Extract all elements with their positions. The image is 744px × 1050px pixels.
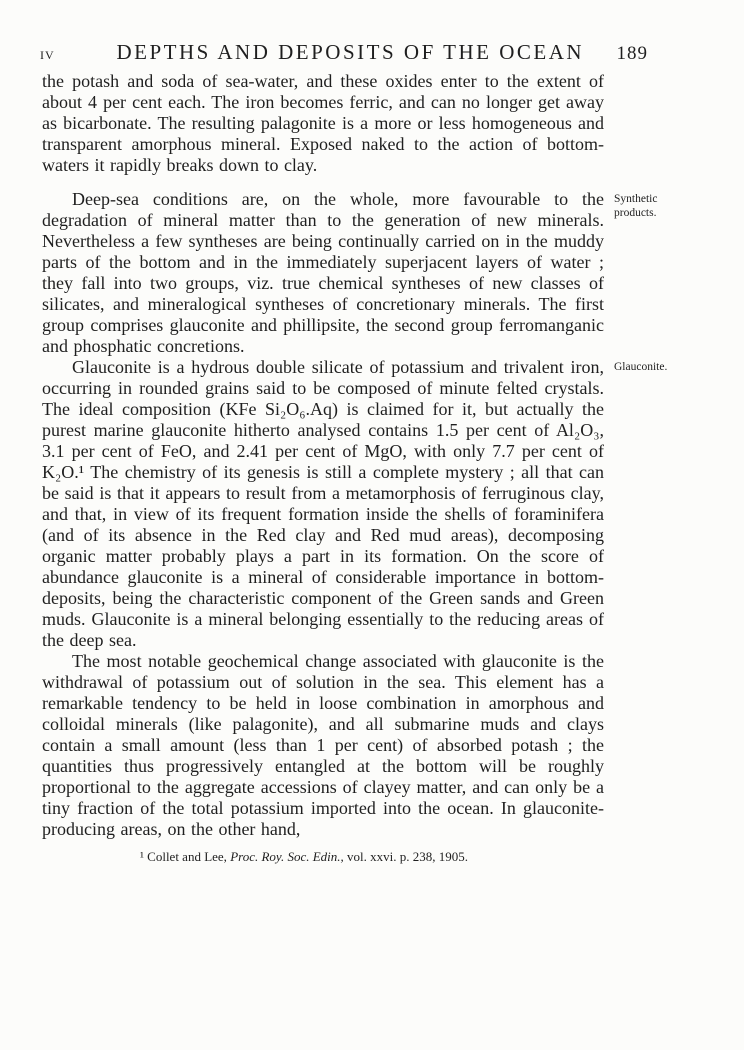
paragraph-block [42,71,604,176]
paragraph-block [42,189,658,357]
paragraph-potassium-withdrawal: The most notable geochemical change associated with glauconite is the withdrawal of potassium out of solution in the sea. This element has a remarkable tendency to be held in loose combination in amorphous and colloidal minerals (like palagonite), and all submarine muds and clays contain a small amount (less than 1 per cent) of absorbed potash ; the quantities thus progressively entangled at the bottom will be roughly proportional to the aggregate accessions of clayey matter, and can only be a tiny fraction of the total potassium imported into the ocean. In glauconite-producing areas, on the other hand, [42,651,604,839]
running-title: DEPTHS AND DEPOSITS OF THE OCEAN [116,40,585,64]
margin-note-glauconite: Glauconite. [614,361,668,373]
paragraph-synthetic-products: Deep-sea conditions are, on the whole, more favourable to the degradation of mineral matter than to the generation of new minerals. Nevertheless a few syntheses are being continually carried on in the muddy parts of the bottom and in the immediately superjacent layers of water ; they fall into two groups, viz. true chemical syntheses of new classes of silicates, and mineralogical syntheses of concretionary minerals. The first group comprises glauconite and phillipsite, the second group ferromanganic and phosphatic concretions. [42,189,604,356]
footnote-text-prefix: Collet and Lee, [143,849,231,864]
margin-note-synthetic-products: Synthetic products. [614,193,658,219]
footnote [42,849,604,865]
running-head [40,40,648,65]
paragraph-glauconite: Glauconite is a hydrous double silicate of potassium and trivalent iron, occurring in rounded grains said to be composed of minute felted crystals. The ideal composition (KFe Si₂O₆.Aq) is claimed for it, but actually the purest marine glauconite hitherto analysed contains 1.5 per cent of Al₂O₃, 3.1 per cent of FeO, and 2.41 per cent of MgO, with only 7.7 per cent of K₂O.¹ The chemistry of its genesis is still a complete mystery ; all that can be said is that it appears to result from a metamorphosis of ferruginous clay, and that, in view of its frequent formation inside the shells of foraminifera (and of its absence in the Red clay and Red mud areas), decomposing organic matter probably plays a part in its formation. On the score of abundance glauconite is a mineral of considerable importance in bottom-deposits, being the characteristic component of the Green sands and Green muds. Glauconite is a mineral belonging essentially to the reducing areas of the deep sea. [42,357,604,650]
footnote-marker: ¹ [140,849,144,864]
paragraph-block [42,651,604,840]
footnote-journal-title: Proc. Roy. Soc. Edin., [230,849,344,864]
footnote-text-suffix: vol. xxvi. p. 238, 1905. [343,849,469,864]
text-column [42,71,668,865]
paragraph-palagonite: the potash and soda of sea-water, and these oxides enter to the extent of about 4 per cent each. The iron becomes ferric, and can no longer get away as bicarbonate. The resulting palagonite is a more or less homogeneous and transparent amorphous mineral. Exposed naked to the action of bottom-waters it rapidly breaks down to clay. [42,71,604,175]
paragraph-block [42,357,668,651]
page-number: 189 [616,43,648,64]
chapter-numeral: IV [40,48,55,62]
